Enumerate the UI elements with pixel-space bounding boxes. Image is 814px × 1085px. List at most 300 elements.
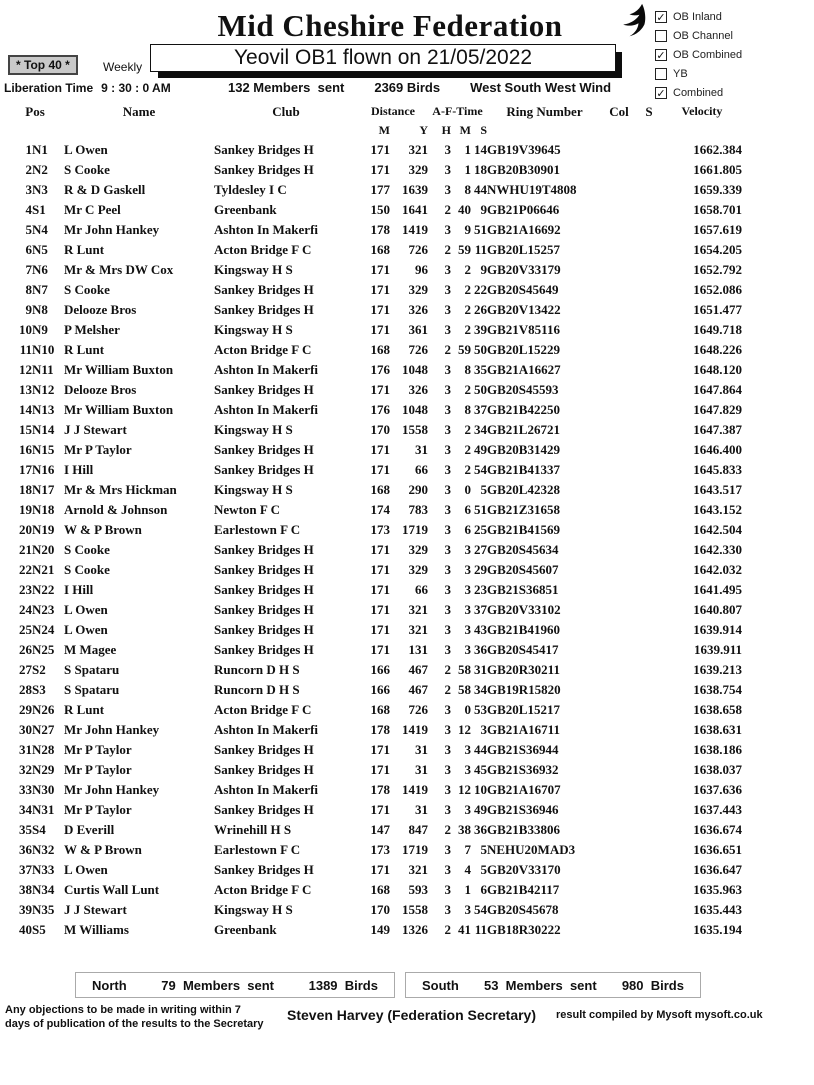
cell-time-minutes: 2 [464, 262, 471, 277]
cell-time-hours: 3 [444, 262, 451, 277]
cell-time-seconds: 11 [474, 922, 487, 937]
cell-distance-miles: 166 [370, 682, 390, 697]
cell-section-code: N2 [32, 162, 48, 177]
cell-distance-yards: 96 [415, 262, 428, 277]
cell-club: Sankey Bridges H [214, 282, 314, 297]
cell-time-hours: 3 [444, 742, 451, 757]
cell-s [636, 660, 662, 680]
unchecked-checkbox-icon[interactable] [655, 68, 667, 80]
cell-s [636, 560, 662, 580]
cell-distance-miles: 176 [370, 362, 390, 377]
cell-time-hours: 3 [444, 862, 451, 877]
cell-name: R & D Gaskell [64, 182, 146, 197]
cell-s [636, 600, 662, 620]
table-row [6, 820, 742, 840]
cell-time-hours: 3 [444, 402, 451, 417]
cell-position: 39 [19, 902, 32, 917]
cell-velocity: 1639.914 [693, 622, 742, 637]
cell-distance-miles: 149 [370, 922, 390, 937]
table-row [6, 180, 742, 200]
cell-time-seconds: 51 [474, 222, 487, 237]
cell-col [602, 220, 636, 240]
cell-distance-miles: 168 [370, 482, 390, 497]
cell-name: M Magee [64, 642, 117, 657]
cell-velocity: 1662.384 [693, 142, 742, 157]
south-region: South [422, 977, 459, 993]
table-row [6, 800, 742, 820]
cell-club: Earlestown F C [214, 522, 301, 537]
table-row [6, 460, 742, 480]
checked-checkbox-icon[interactable]: ✓ [656, 48, 666, 62]
header-time-h: H [441, 123, 451, 137]
cell-col [602, 500, 636, 520]
cell-col [602, 600, 636, 620]
cell-name: I Hill [64, 582, 94, 597]
cell-time-minutes: 6 [464, 522, 471, 537]
cell-distance-miles: 176 [370, 402, 390, 417]
cell-name: L Owen [64, 602, 108, 617]
cell-ring-number: GB20V13422 [487, 302, 561, 317]
header-col: Col [609, 104, 629, 119]
cell-club: Greenbank [214, 922, 277, 937]
cell-col [602, 320, 636, 340]
cell-position: 2 [25, 162, 32, 177]
cell-position: 12 [19, 362, 32, 377]
cell-position: 35 [19, 822, 32, 837]
checkbox-item[interactable] [655, 68, 742, 80]
cell-section-code: N21 [32, 562, 55, 577]
cell-time-hours: 3 [444, 902, 451, 917]
cell-time-hours: 3 [444, 442, 451, 457]
cell-club: Sankey Bridges H [214, 382, 314, 397]
cell-distance-yards: 1048 [402, 362, 428, 377]
cell-distance-yards: 321 [408, 142, 428, 157]
cell-time-hours: 3 [444, 722, 451, 737]
cell-distance-yards: 1048 [402, 402, 428, 417]
cell-position: 40 [19, 922, 32, 937]
cell-ring-number: GB20R30211 [487, 662, 560, 677]
cell-s [636, 440, 662, 460]
table-row [6, 280, 742, 300]
cell-name: Mr John Hankey [64, 722, 160, 737]
cell-time-seconds: 53 [474, 702, 487, 717]
cell-distance-yards: 726 [408, 702, 428, 717]
unchecked-checkbox-icon[interactable] [655, 30, 667, 42]
cell-section-code: N16 [32, 462, 55, 477]
cell-s [636, 700, 662, 720]
cell-time-seconds: 9 [480, 202, 487, 217]
cell-velocity: 1647.387 [693, 422, 742, 437]
cell-distance-yards: 66 [415, 462, 428, 477]
cell-velocity: 1649.718 [693, 322, 742, 337]
cell-s [636, 720, 662, 740]
cell-section-code: N28 [32, 742, 55, 757]
cell-distance-miles: 170 [370, 422, 390, 437]
cell-time-hours: 2 [444, 662, 451, 677]
table-row [6, 600, 742, 620]
cell-col [602, 200, 636, 220]
cell-time-hours: 3 [444, 482, 451, 497]
wind-direction: West South West Wind [470, 80, 612, 95]
cell-ring-number: GB20V33102 [487, 602, 561, 617]
cell-distance-yards: 1639 [402, 182, 428, 197]
cell-distance-miles: 171 [370, 742, 390, 757]
cell-time-seconds: 35 [474, 362, 487, 377]
cell-club: Acton Bridge F C [214, 342, 312, 357]
objections-line2: days of publication of the results to the Secretary [5, 1018, 264, 1030]
cell-section-code: N8 [32, 302, 48, 317]
cell-section-code: N4 [32, 222, 48, 237]
cell-name: Delooze Bros [64, 382, 137, 397]
table-row [6, 260, 742, 280]
table-row [6, 500, 742, 520]
cell-time-hours: 3 [444, 422, 451, 437]
cell-position: 32 [19, 762, 32, 777]
cell-s [636, 460, 662, 480]
cell-position: 24 [19, 602, 32, 617]
cell-velocity: 1658.701 [693, 202, 742, 217]
cell-distance-miles: 171 [370, 582, 390, 597]
cell-position: 22 [19, 562, 32, 577]
south-birds: 980 Birds [621, 977, 684, 993]
cell-velocity: 1635.443 [693, 902, 742, 917]
cell-club: Tyldesley I C [214, 182, 287, 197]
cell-time-hours: 3 [444, 142, 451, 157]
cell-distance-miles: 168 [370, 242, 390, 257]
cell-name: J J Stewart [64, 422, 127, 437]
cell-club: Kingsway H S [214, 262, 293, 277]
north-summary-box [75, 972, 395, 998]
cell-ring-number: GB20L15217 [487, 702, 560, 717]
cell-club: Sankey Bridges H [214, 642, 314, 657]
cell-section-code: N13 [32, 402, 55, 417]
cell-section-code: N23 [32, 602, 55, 617]
cell-distance-miles: 171 [370, 282, 390, 297]
cell-velocity: 1637.636 [693, 782, 742, 797]
cell-position: 13 [19, 382, 32, 397]
table-row [6, 200, 742, 220]
cell-distance-miles: 171 [370, 302, 390, 317]
cell-ring-number: GB21B33806 [487, 822, 560, 837]
checkbox-item[interactable] [655, 87, 742, 99]
cell-section-code: N30 [32, 782, 55, 797]
cell-club: Kingsway H S [214, 322, 293, 337]
cell-time-seconds: 37 [474, 402, 487, 417]
cell-name: Mr P Taylor [64, 802, 132, 817]
cell-time-minutes: 1 [464, 162, 471, 177]
cell-velocity: 1642.330 [693, 542, 742, 557]
cell-time-hours: 2 [444, 242, 451, 257]
cell-club: Sankey Bridges H [214, 462, 314, 477]
cell-distance-yards: 1419 [402, 782, 428, 797]
liberation-time [4, 81, 171, 95]
cell-s [636, 200, 662, 220]
cell-time-seconds: 44 [474, 742, 487, 757]
cell-time-seconds: 51 [474, 502, 487, 517]
cell-club: Ashton In Makerfi [214, 222, 319, 237]
cell-s [636, 240, 662, 260]
cell-ring-number: GB20L42328 [487, 482, 560, 497]
cell-time-minutes: 12 [458, 722, 471, 737]
cell-s [636, 760, 662, 780]
cell-distance-yards: 593 [408, 882, 428, 897]
cell-s [636, 420, 662, 440]
cell-position: 28 [19, 682, 32, 697]
cell-time-minutes: 6 [464, 502, 471, 517]
cell-s [636, 880, 662, 900]
cell-velocity: 1638.631 [693, 722, 742, 737]
cell-time-minutes: 38 [458, 822, 471, 837]
cell-position: 30 [19, 722, 32, 737]
cell-section-code: S5 [32, 922, 46, 937]
cell-time-seconds: 31 [474, 662, 487, 677]
cell-section-code: N22 [32, 582, 55, 597]
cell-section-code: N26 [32, 702, 55, 717]
cell-col [602, 820, 636, 840]
cell-time-minutes: 12 [458, 782, 471, 797]
cell-distance-yards: 31 [415, 802, 428, 817]
cell-position: 8 [25, 282, 32, 297]
cell-section-code: N10 [32, 342, 55, 357]
checkbox-item[interactable] [655, 11, 742, 23]
cell-position: 31 [19, 742, 32, 757]
bird-icon [616, 3, 652, 39]
cell-time-hours: 3 [444, 782, 451, 797]
cell-ring-number: GB21A16707 [487, 782, 561, 797]
cell-time-seconds: 23 [474, 582, 487, 597]
cell-ring-number: NWHU19T4808 [487, 182, 577, 197]
cell-time-minutes: 3 [464, 742, 471, 757]
cell-distance-yards: 783 [408, 502, 428, 517]
cell-time-seconds: 26 [474, 302, 487, 317]
table-row [6, 540, 742, 560]
cell-position: 27 [19, 662, 32, 677]
cell-time-minutes: 3 [464, 902, 471, 917]
cell-distance-yards: 329 [408, 162, 428, 177]
cell-time-minutes: 58 [458, 662, 471, 677]
cell-velocity: 1648.120 [693, 362, 742, 377]
north-birds: 1389 Birds [308, 977, 378, 993]
cell-col [602, 660, 636, 680]
cell-velocity: 1638.186 [693, 742, 742, 757]
cell-velocity: 1638.037 [693, 762, 742, 777]
cell-time-seconds: 43 [474, 622, 487, 637]
cell-col [602, 840, 636, 860]
cell-velocity: 1640.807 [693, 602, 742, 617]
table-row [6, 220, 742, 240]
header-s: S [645, 104, 653, 119]
cell-club: Sankey Bridges H [214, 622, 314, 637]
cell-time-seconds: 5 [480, 842, 487, 857]
cell-ring-number: GB20S45417 [487, 642, 559, 657]
birds-sent: 2369 Birds [374, 80, 441, 95]
checkbox-item[interactable] [655, 30, 742, 42]
cell-position: 9 [25, 302, 32, 317]
cell-velocity: 1643.152 [693, 502, 742, 517]
checked-checkbox-icon[interactable]: ✓ [656, 10, 666, 24]
cell-ring-number: GB19V39645 [487, 142, 561, 157]
table-row [6, 840, 742, 860]
cell-distance-yards: 131 [408, 642, 428, 657]
cell-section-code: N11 [32, 362, 54, 377]
checkbox-item[interactable] [655, 49, 742, 61]
cell-section-code: N3 [32, 182, 48, 197]
cell-time-minutes: 41 [458, 922, 471, 937]
cell-time-seconds: 29 [474, 562, 487, 577]
cell-time-seconds: 50 [474, 342, 487, 357]
cell-time-minutes: 3 [464, 762, 471, 777]
cell-s [636, 800, 662, 820]
cell-time-minutes: 3 [464, 642, 471, 657]
cell-velocity: 1636.647 [693, 862, 742, 877]
cell-club: Sankey Bridges H [214, 742, 314, 757]
table-row [6, 620, 742, 640]
cell-ring-number: GB21Z31658 [487, 502, 560, 517]
cell-time-hours: 3 [444, 162, 451, 177]
cell-time-minutes: 7 [464, 842, 471, 857]
cell-ring-number: GB21L26721 [487, 422, 560, 437]
cell-distance-yards: 1719 [402, 842, 428, 857]
cell-col [602, 400, 636, 420]
results-table [6, 104, 742, 940]
cell-velocity: 1642.032 [693, 562, 742, 577]
cell-velocity: 1657.619 [693, 222, 742, 237]
cell-time-hours: 3 [444, 562, 451, 577]
cell-velocity: 1641.495 [693, 582, 742, 597]
cell-time-seconds: 18 [474, 162, 487, 177]
cell-distance-miles: 168 [370, 342, 390, 357]
cell-position: 15 [19, 422, 32, 437]
cell-section-code: S1 [32, 202, 46, 217]
cell-name: S Cooke [64, 562, 110, 577]
cell-time-minutes: 2 [464, 322, 471, 337]
cell-col [602, 380, 636, 400]
header-distance-y: Y [419, 123, 428, 137]
cell-name: S Spataru [64, 662, 120, 677]
cell-time-hours: 3 [444, 882, 451, 897]
cell-ring-number: GB19R15820 [487, 682, 561, 697]
race-title: Yeovil OB1 flown on 21/05/2022 [233, 46, 533, 69]
checked-checkbox-icon[interactable]: ✓ [656, 86, 666, 100]
cell-section-code: N34 [32, 882, 55, 897]
cell-col [602, 340, 636, 360]
cell-s [636, 160, 662, 180]
cell-club: Newton F C [214, 502, 280, 517]
cell-distance-miles: 174 [370, 502, 390, 517]
cell-club: Sankey Bridges H [214, 142, 314, 157]
cell-col [602, 780, 636, 800]
cell-velocity: 1647.829 [693, 402, 742, 417]
cell-time-hours: 3 [444, 702, 451, 717]
cell-distance-yards: 1558 [402, 422, 428, 437]
cell-distance-yards: 66 [415, 582, 428, 597]
cell-col [602, 540, 636, 560]
table-row [6, 860, 742, 880]
cell-distance-yards: 726 [408, 242, 428, 257]
table-row [6, 660, 742, 680]
race-title-box [150, 44, 616, 72]
cell-distance-miles: 171 [370, 602, 390, 617]
cell-position: 14 [19, 402, 32, 417]
cell-time-hours: 3 [444, 222, 451, 237]
cell-time-minutes: 2 [464, 282, 471, 297]
table-row [6, 560, 742, 580]
table-row [6, 380, 742, 400]
cell-time-seconds: 14 [474, 142, 487, 157]
cell-name: Mr P Taylor [64, 762, 132, 777]
cell-col [602, 160, 636, 180]
cell-time-seconds: 45 [474, 762, 487, 777]
cell-time-hours: 3 [444, 582, 451, 597]
cell-ring-number: GB21V85116 [487, 322, 560, 337]
cell-distance-miles: 147 [370, 822, 390, 837]
cell-position: 7 [25, 262, 32, 277]
cell-club: Greenbank [214, 202, 277, 217]
cell-time-hours: 3 [444, 362, 451, 377]
cell-name: W & P Brown [64, 842, 142, 857]
cell-section-code: N1 [32, 142, 48, 157]
cell-club: Wrinehill H S [214, 822, 292, 837]
cell-name: L Owen [64, 142, 108, 157]
cell-ring-number: GB20L15229 [487, 342, 560, 357]
cell-time-minutes: 1 [464, 882, 471, 897]
cell-velocity: 1661.805 [693, 162, 742, 177]
cell-club: Ashton In Makerfi [214, 722, 319, 737]
table-row [6, 400, 742, 420]
race-summary [228, 80, 611, 95]
cell-s [636, 620, 662, 640]
cell-distance-miles: 171 [370, 542, 390, 557]
cell-distance-yards: 1641 [402, 202, 428, 217]
cell-distance-yards: 1326 [402, 922, 428, 937]
liberation-value: 9 : 30 : 0 AM [101, 81, 171, 95]
cell-name: P Melsher [64, 322, 120, 337]
cell-time-hours: 3 [444, 602, 451, 617]
cell-distance-miles: 170 [370, 902, 390, 917]
cell-col [602, 420, 636, 440]
cell-velocity: 1638.754 [693, 682, 742, 697]
header-distance-m: M [378, 123, 390, 137]
north-region: North [92, 977, 127, 993]
objections-line1: Any objections to be made in writing within 7 [5, 1004, 241, 1016]
cell-ring-number: GB20V33179 [487, 262, 561, 277]
cell-ring-number: GB20S45634 [487, 542, 559, 557]
table-row [6, 360, 742, 380]
liberation-label: Liberation Time [4, 81, 94, 95]
cell-time-minutes: 3 [464, 542, 471, 557]
cell-time-minutes: 2 [464, 442, 471, 457]
cell-club: Runcorn D H S [214, 662, 300, 677]
cell-section-code: S2 [32, 662, 46, 677]
cell-ring-number: GB20B30901 [487, 162, 560, 177]
cell-name: R Lunt [64, 342, 105, 357]
cell-distance-yards: 847 [408, 822, 428, 837]
cell-club: Earlestown F C [214, 842, 301, 857]
cell-time-hours: 3 [444, 302, 451, 317]
cell-distance-yards: 467 [408, 662, 428, 677]
cell-velocity: 1652.792 [693, 262, 742, 277]
cell-name: W & P Brown [64, 522, 142, 537]
cell-distance-miles: 171 [370, 382, 390, 397]
cell-col [602, 700, 636, 720]
category-checkboxes [655, 11, 742, 99]
table-row [6, 880, 742, 900]
cell-position: 5 [25, 222, 32, 237]
cell-col [602, 560, 636, 580]
cell-time-hours: 3 [444, 762, 451, 777]
cell-ring-number: GB20B31429 [487, 442, 560, 457]
cell-distance-miles: 171 [370, 862, 390, 877]
